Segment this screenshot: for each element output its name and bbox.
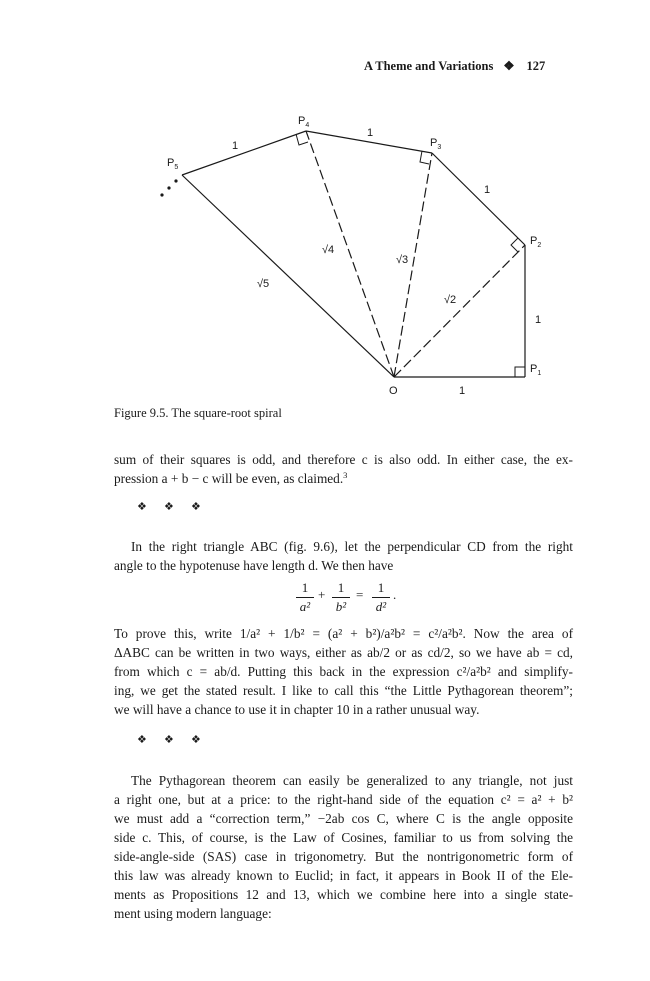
figure-caption: Figure 9.5. The square-root spiral: [114, 406, 282, 420]
vertex-label-o: O: [389, 385, 398, 397]
paragraph-law-of-cosines: [114, 771, 573, 923]
radius-sqrt5: [182, 175, 394, 377]
text-line: pression a + b − c will be even, as claimed.$^3$: [114, 470, 348, 486]
ornament-icon: ❖: [164, 734, 174, 746]
edge-label-p2-p3: 1: [484, 184, 491, 196]
footnote-marker: 3: [343, 470, 348, 480]
text-line: To prove this, write 1/a² + 1/b² = (a² + b²)/a²b² = c²/a²b². Now the area of: [114, 626, 573, 641]
fraction-1-over-d2: 1 d²: [372, 580, 390, 615]
radius-sqrt2: [394, 245, 525, 377]
edge-label-p1-p2: 1: [535, 314, 542, 326]
right-angle-mark-p4: [296, 134, 308, 145]
right-angle-mark-p1: [515, 367, 525, 377]
plus-sign: +: [318, 587, 326, 602]
equation-period: .: [393, 587, 397, 602]
ornament-icon: ❖: [503, 59, 515, 73]
text-line: we will have a chance to use it in chapter 10 in a rather unusual way.: [114, 702, 480, 717]
radius-label-sqrt5: √5: [257, 278, 270, 290]
ornament-icon: ❖: [191, 501, 201, 513]
fraction-1-over-a2: 1 a²: [296, 580, 314, 615]
text-line: ments as Propositions 12 and 13, which we combine here into a single state-: [114, 887, 573, 902]
equation-little-pythagorean: [296, 580, 406, 616]
radius-label-sqrt4: √4: [322, 244, 335, 256]
text-line: ing, we get the stated result. I like to call this “the Little Pythagorean theorem”;: [114, 683, 573, 698]
vertex-label-p4: $P_4$: [298, 115, 310, 129]
radius-sqrt4: [306, 131, 394, 377]
square-root-spiral-figure: [0, 0, 650, 420]
paragraph-continuation: [114, 450, 573, 488]
vertex-label-p3: $P_3$: [430, 137, 442, 151]
fraction-1-over-b2: 1 b²: [332, 580, 350, 615]
paragraph-little-pythagorean-intro: [114, 537, 573, 575]
text-line: In the right triangle ABC (fig. 9.6), let the perpendicular CD from the right: [131, 539, 573, 554]
edge-label-p3-p4: 1: [367, 127, 374, 139]
text-line: a right one, but at a price: to the right-hand side of the equation c² = a² + b²: [114, 792, 573, 807]
section-separator: [137, 733, 218, 746]
text-line: we must add a “correction term,” −2ab cos C, where C is the angle opposite: [114, 811, 573, 826]
section-separator: [137, 500, 218, 513]
text-line: from which c = ab/d. Putting this back in the expression c²/a²b² and simplify-: [114, 664, 573, 679]
edge-label-o-p1: 1: [459, 385, 466, 397]
page-number: 127: [526, 59, 546, 73]
radius-label-sqrt2: √2: [444, 294, 457, 306]
text-line: this law was already known to Euclid; in fact, it appears in Book II of the Ele-: [114, 868, 573, 883]
equals-sign: =: [356, 587, 364, 602]
text-line: ΔABC can be written in two ways, either as ab/2 or as cd/2, so we have ab = cd,: [114, 645, 573, 660]
text-line: side c. This, of course, is the Law of Cosines, familiar to us from solving the: [114, 830, 573, 845]
text-line: angle to the hypotenuse have length d. We then have: [114, 558, 394, 573]
vertex-label-p2: $P_2$: [530, 235, 542, 249]
ornament-icon: ❖: [191, 734, 201, 746]
text-line: side-angle-side (SAS) case in trigonometry. But the nontrigonometric form of: [114, 849, 573, 864]
edge-p4-p5: [182, 131, 306, 175]
paragraph-proof: [114, 624, 573, 719]
running-head-title: A Theme and Variations: [364, 59, 494, 73]
ornament-icon: ❖: [137, 734, 147, 746]
right-angle-mark-p3: [420, 151, 429, 164]
text-line: sum of their squares is odd, and therefore c is also odd. In either case, the ex-: [114, 452, 573, 467]
text-line: The Pythagorean theorem can easily be generalized to any triangle, not just: [131, 773, 573, 788]
continuation-dots: [160, 179, 177, 196]
vertex-label-p1: $P_1$: [530, 363, 542, 377]
ornament-icon: ❖: [164, 501, 174, 513]
edge-p2-p3: [432, 153, 525, 245]
right-angle-mark-p2: [511, 238, 518, 252]
text-line: ment using modern language:: [114, 906, 272, 921]
vertex-label-p5: $P_5$: [167, 157, 179, 171]
radius-label-sqrt3: √3: [396, 254, 409, 266]
ornament-icon: ❖: [137, 501, 147, 513]
edge-label-p4-p5: 1: [232, 140, 239, 152]
